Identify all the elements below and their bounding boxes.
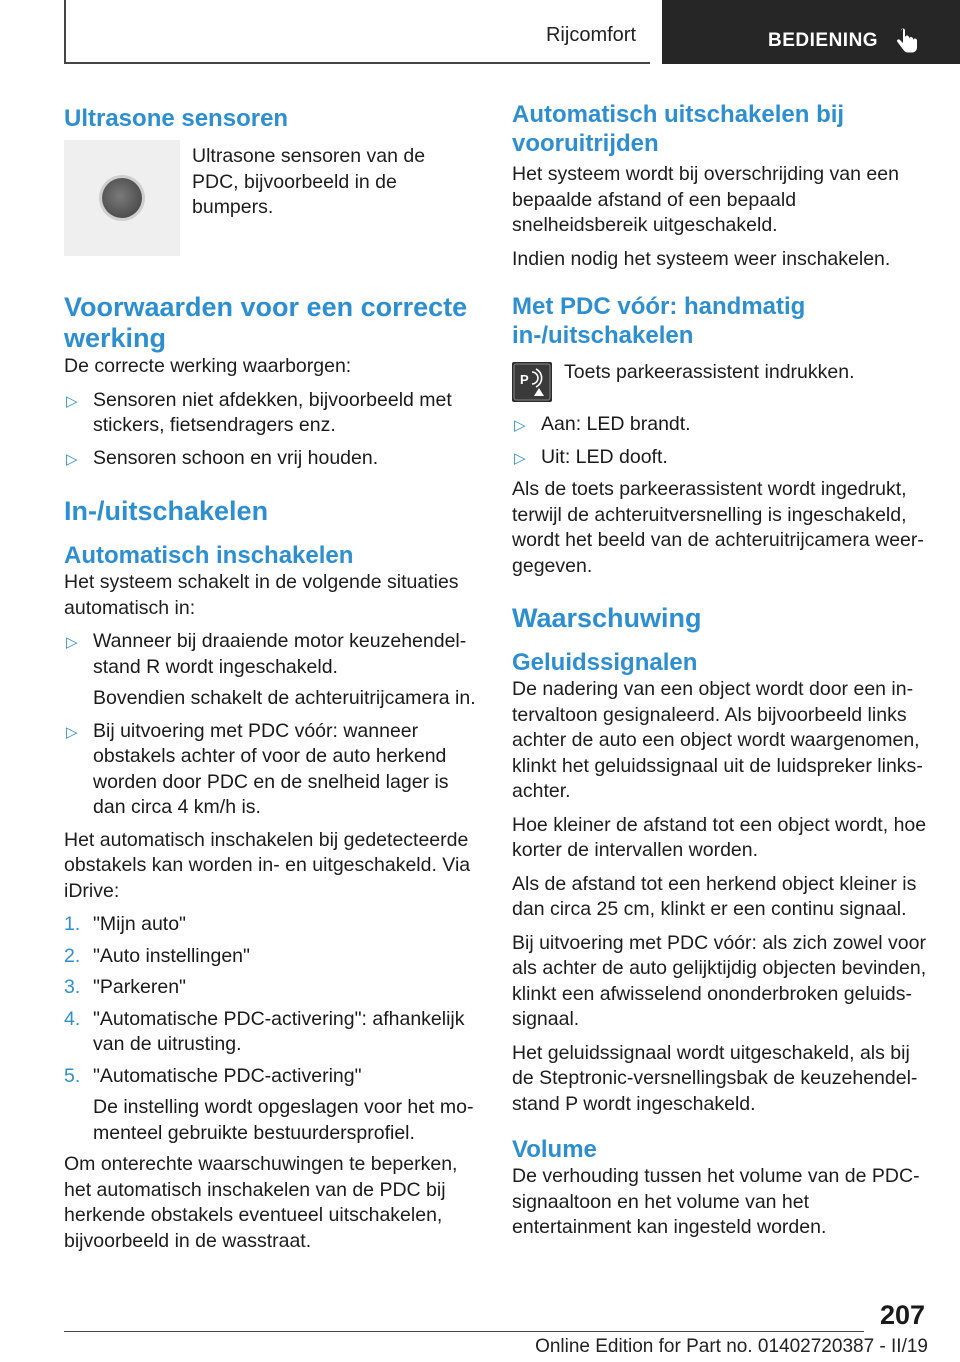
sound-text-1: De nadering van een object wordt door een intervaltoon gesignaleerd. Als bijvoorbeeld links achter de auto een object wordt waargenomen, klinkt het geluidssignaal uit de luidspreker linksachter. — [512, 678, 923, 802]
footer-edition: Online Edition for Part no. 01402720387 - II/19 — [535, 1336, 928, 1357]
left-column — [64, 100, 476, 1254]
page-number: 207 — [880, 1300, 926, 1330]
conditions-intro: De correcte werking waarborgen: — [64, 355, 352, 377]
sound-text-4: Bij uitvoering met PDC vóór: als zich zowel voor als achter de auto gelijktijdig objecten bevinden, klinkt een afwisselend ononderbroken geluidssignaal. — [512, 931, 927, 1030]
sound-heading: Geluidssignalen — [512, 649, 698, 676]
sensors-text: Ultrasone sensoren van de PDC, bijvoorbeeld in de bumpers. — [192, 145, 426, 218]
volume-text: De verhouding tussen het volume van de PDC-signaaltoon en het volume van het entertainment kan ingesteld worden. — [512, 1165, 920, 1238]
auto-off-heading: Automatisch uitschakelen bij vooruitrijden — [512, 101, 845, 157]
auto-on-intro: Het systeem schakelt in de volgende situaties automatisch in: — [64, 571, 459, 619]
footer-divider — [64, 1331, 864, 1332]
triangle-bullet-icon: ▷ — [66, 723, 78, 741]
triangle-bullet-icon: ▷ — [66, 450, 78, 468]
triangle-bullet-icon: ▷ — [66, 634, 78, 651]
led-list — [512, 412, 932, 470]
sound-text-3: Als de afstand tot een herkend object kleiner is dan circa 25 cm, klinkt er een continu signaal. — [512, 872, 917, 920]
conditions-list — [64, 388, 476, 472]
warning-heading: Waarschuwing — [512, 603, 702, 633]
list-item: ▷ Bij uitvoering met PDC vóór: wanneer obstakels achter of voor de auto herkend worden door PDC en de snelheid lager is dan circa 4 km/h is. — [66, 719, 449, 818]
list-item: ▷ Sensoren niet afdekken, bijvoorbeeld met stickers, fietsendragers enz. — [66, 388, 452, 436]
triangle-bullet-icon: ▷ — [514, 417, 526, 434]
press-button-text: Toets parkeerassistent indrukken. — [564, 361, 855, 383]
idrive-text: Het automatisch inschakelen bij gedetecteerde obstakels kan worden in- en uitgeschakeld. Via iDrive: — [64, 828, 471, 902]
list-item: ▷ Aan: LED brandt. — [512, 412, 932, 438]
auto-off-text: Het systeem wordt bij overschrijding van een bepaalde afstand of een bepaald snelheidsbereik uitgeschakeld. — [512, 163, 899, 236]
list-item: ▷ Uit: LED dooft. — [512, 445, 932, 471]
rearview-text: Als de toets parkeerassistent wordt ingedrukt, terwijl de achteruitversnelling is ingeschakeld, wordt het beeld van de achteruitrijcamera weergegeven. — [512, 478, 924, 577]
sound-text-5: Het geluidssignaal wordt uitgeschakeld, als bij de Steptronic-versnellingsbak de keuzehendelstand P wordt ingeschakeld. — [512, 1041, 918, 1115]
sensor-block — [64, 100, 476, 262]
sensor-image — [64, 140, 180, 256]
list-item: 4. "Automatische PDC-activering": afhankelijk van de uitrusting. — [64, 1007, 465, 1055]
manual-heading: Met PDC vóór: handmatig in-/uitschakelen — [512, 293, 806, 349]
auto-on-list — [64, 629, 476, 821]
closing-text: Om onterechte waarschuwingen te beperken, het automatisch inschakelen van de PDC bij herkende obstakels eventueel uitschakelen, bijvoorbeeld in de wasstraat. — [64, 1153, 458, 1252]
ultrasonic-sensor-icon — [102, 178, 142, 218]
list-item: 2. "Auto instellingen" — [64, 944, 250, 967]
list-item: 1. "Mijn auto" — [64, 913, 186, 935]
sensors-heading: Ultrasone sensoren — [64, 105, 289, 132]
pointing-hand-icon — [894, 26, 920, 56]
list-item: 5. "Automatische PDC-activering" De instelling wordt opgeslagen voor het momenteel gebruikte bestuurdersprofiel. — [64, 1064, 474, 1144]
pdc-instruction — [512, 360, 932, 412]
header-chapter-tab — [662, 0, 960, 64]
triangle-bullet-icon: ▷ — [66, 392, 78, 410]
list-item: ▷ Sensoren schoon en vrij houden. — [64, 446, 476, 472]
list-item: ▷ Wanneer bij draaiende motor keuzehendelstand R wordt ingeschakeld. Bovendien schakelt de achteruitrijcamera in. — [66, 630, 476, 709]
svg-text:P: P — [520, 372, 529, 387]
park-assist-button-icon — [512, 362, 552, 402]
list-item: 3. "Parkeren" — [64, 976, 186, 998]
header-chapter-label: BEDIENING — [768, 30, 879, 51]
onoff-heading: In-/uitschakelen — [64, 496, 269, 526]
conditions-heading: Voorwaarden voor een correcte werking — [64, 292, 468, 353]
right-column — [512, 100, 932, 1241]
auto-on-heading: Automatisch inschakelen — [64, 542, 354, 569]
volume-heading: Volume — [512, 1136, 597, 1163]
header-section-title: Rijcomfort — [545, 24, 636, 46]
triangle-bullet-icon: ▷ — [514, 449, 526, 467]
idrive-steps — [64, 912, 476, 1146]
auto-off-text-2: Indien nodig het systeem weer inschakelen. — [512, 247, 891, 270]
header-divider-bottom — [64, 62, 650, 64]
sound-text-2: Hoe kleiner de afstand tot een object wordt, hoe korter de intervallen worden. — [512, 813, 927, 861]
